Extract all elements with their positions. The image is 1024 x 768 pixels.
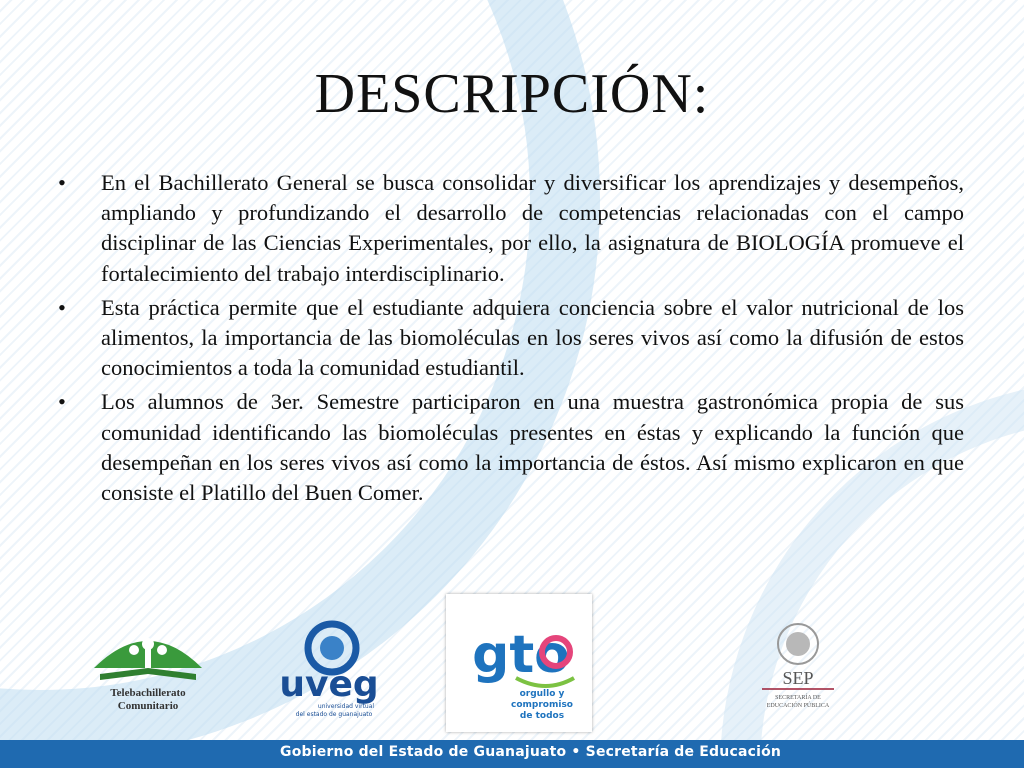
tele-leaf-icon <box>157 645 167 655</box>
bullet-item <box>56 168 964 289</box>
footer-text: Gobierno del Estado de Guanajuato • Secretaría de Educación <box>280 744 782 760</box>
bullet-item <box>56 293 964 384</box>
uveg-tagline: universidad virtual <box>317 703 375 710</box>
gto-tagline: orgullo y <box>519 689 565 699</box>
logo-strip <box>0 592 1024 740</box>
bullet-item <box>56 387 964 508</box>
uveg-logo <box>274 620 384 720</box>
gto-tagline: de todos <box>519 711 565 721</box>
sep-sub2: EDUCACIÓN PÚBLICA <box>766 703 830 709</box>
slide-title: DESCRIPCIÓN: <box>314 63 710 125</box>
tele-leaf-icon <box>129 645 139 655</box>
bullet-icon: • <box>58 294 66 320</box>
bullet-text: En el Bachillerato General se busca consolidar y diversificar los aprendizajes y desempeños, ampliando y profundizando el desarrollo de competencias relacionadas con el campo disciplinar de las Ciencias Experimentales, por ello, la asignatura de BIOLOGÍA promueve el fortalecimiento del trabajo interdisciplinario. <box>101 170 964 286</box>
tele-line2: Comunitario <box>117 700 179 712</box>
uveg-tagline: del estado de guanajuato <box>295 711 373 718</box>
footer-bar <box>0 740 1024 768</box>
sep-eagle-icon <box>786 632 810 656</box>
tele-book-icon <box>100 668 196 680</box>
uveg-core-icon <box>320 636 344 660</box>
tele-line1: Telebachillerato <box>110 687 186 699</box>
bullet-list <box>56 168 964 512</box>
sep-logo <box>752 618 844 718</box>
uveg-wordmark: uveg <box>279 664 379 705</box>
sep-wordmark: SEP <box>782 668 814 688</box>
bullet-icon: • <box>58 170 66 195</box>
gto-logo <box>446 594 592 732</box>
sep-sub1: SECRETARÍA DE <box>775 695 821 701</box>
telebachillerato-logo <box>86 622 210 714</box>
tele-trunk-icon <box>145 648 151 670</box>
bullet-text: Esta práctica permite que el estudiante adquiera conciencia sobre el valor nutricional de los alimentos, la importancia de las biomoléculas en los seres vivos así como la difusión de estos conocimientos a toda la comunidad estudiantil. <box>101 294 964 381</box>
gto-wordmark: gto <box>472 625 570 685</box>
gto-tagline: compromiso <box>511 700 573 710</box>
bullet-text: Los alumnos de 3er. Semestre participaron en una muestra gastronómica propia de sus comunidad identificando las biomoléculas presentes en éstas y explicando la función que desempeñan en los seres vivos así como la importancia de éstos. Así mismo explicaron en que consiste el Platillo del Buen Comer. <box>101 389 964 506</box>
bullet-icon: • <box>58 389 66 415</box>
